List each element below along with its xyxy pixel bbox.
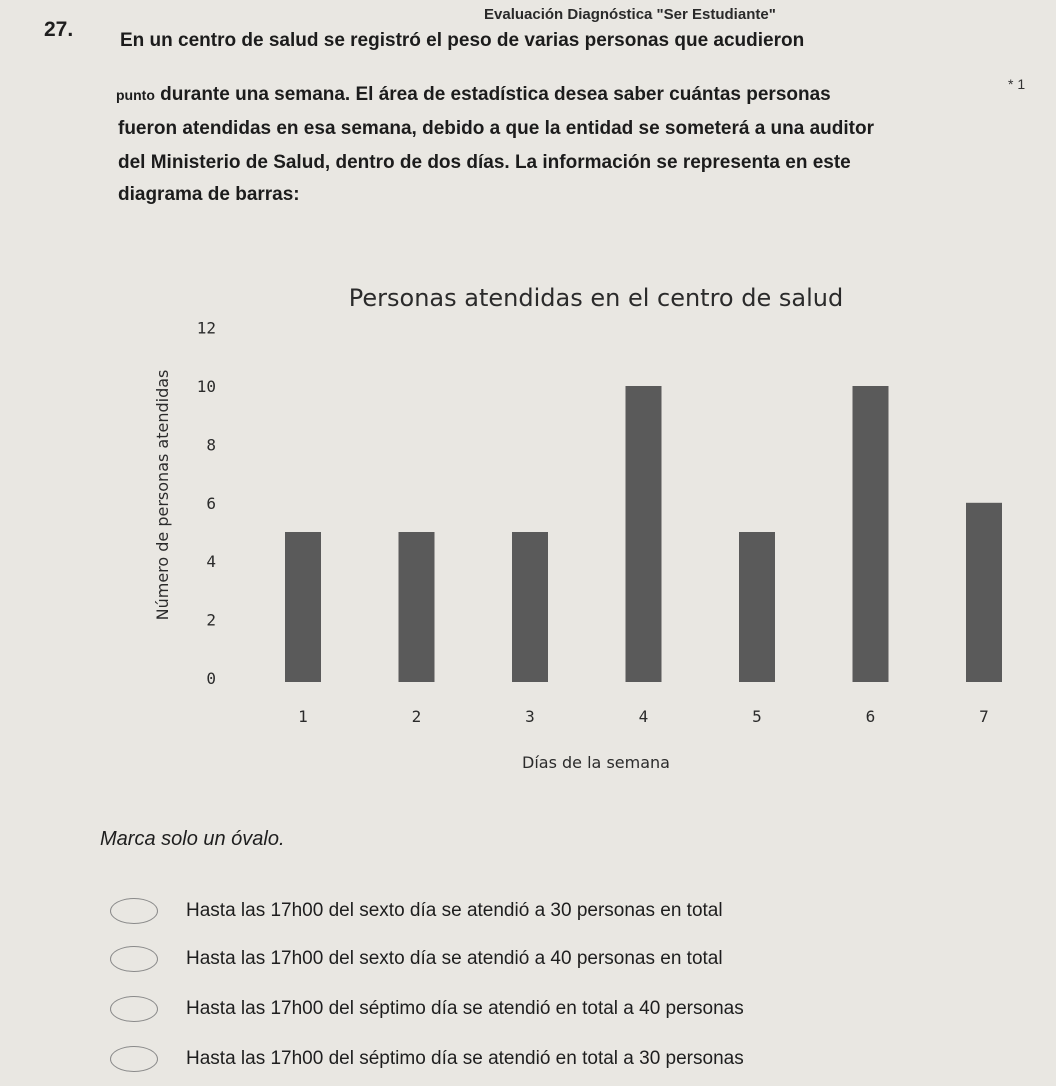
- question-text-line-2-main: durante una semana. El área de estadística desea saber cuántas personas: [154, 84, 831, 105]
- bar-day-7: [966, 503, 1002, 682]
- y-tick-label: 6: [206, 493, 216, 513]
- question-text-line-3: fueron atendidas en esa semana, debido a que la entidad se someterá a una auditor: [118, 118, 874, 139]
- x-tick-label: 3: [525, 707, 535, 726]
- y-tick-label: 10: [196, 377, 216, 396]
- x-tick-label: 1: [298, 707, 308, 726]
- form-header: Evaluación Diagnóstica "Ser Estudiante": [484, 6, 776, 23]
- radio-oval-4[interactable]: [110, 1046, 158, 1072]
- x-tick-label: 4: [638, 707, 649, 726]
- option-2-label: Hasta las 17h00 del sexto día se atendió a 40 personas en total: [186, 948, 723, 969]
- chart-title: Personas atendidas en el centro de salud: [348, 284, 844, 312]
- bar-day-3: [512, 532, 548, 682]
- radio-oval-1[interactable]: [110, 898, 158, 924]
- x-tick-label: 5: [752, 707, 762, 726]
- y-tick-label: 4: [206, 552, 216, 572]
- bar-day-4: [626, 386, 662, 682]
- question-number: 27.: [44, 18, 74, 41]
- question-text-line-5: diagrama de barras:: [118, 184, 300, 205]
- y-tick-label: 2: [206, 610, 216, 630]
- option-3-label: Hasta las 17h00 del séptimo día se atendió en total a 40 personas: [186, 998, 744, 1019]
- bar-day-6: [853, 386, 889, 682]
- question-text-punto: punto: [116, 87, 155, 103]
- option-4[interactable]: [110, 1042, 1010, 1076]
- x-axis-label: Días de la semana: [522, 753, 670, 772]
- option-2[interactable]: [110, 942, 1010, 976]
- question-text-line-1: En un centro de salud se registró el peso de varias personas que acudieron: [120, 30, 805, 51]
- y-tick-label: 8: [206, 435, 216, 455]
- y-tick-label: 0: [206, 669, 216, 688]
- instruction-text: Marca solo un óvalo.: [100, 828, 285, 850]
- bar-day-5: [739, 532, 775, 682]
- required-points-mark: * 1: [1008, 76, 1026, 92]
- option-3[interactable]: [110, 992, 1010, 1026]
- y-tick-label: 12: [196, 318, 216, 338]
- option-1-label: Hasta las 17h00 del sexto día se atendió a 30 personas en total: [186, 900, 723, 921]
- question-text-line-4: del Ministerio de Salud, dentro de dos días. La información se representa en este: [118, 152, 851, 173]
- bar-day-2: [399, 532, 435, 682]
- x-tick-label: 2: [411, 707, 422, 726]
- radio-oval-3[interactable]: [110, 996, 158, 1022]
- option-1[interactable]: [110, 894, 1010, 928]
- radio-oval-2[interactable]: [110, 946, 158, 972]
- y-axis-label: Número de personas atendidas: [153, 369, 172, 621]
- x-tick-label: 6: [865, 707, 876, 726]
- x-tick-label: 7: [979, 707, 989, 726]
- option-4-label: Hasta las 17h00 del séptimo día se atendió en total a 30 personas: [186, 1048, 744, 1069]
- bar-day-1: [285, 532, 321, 682]
